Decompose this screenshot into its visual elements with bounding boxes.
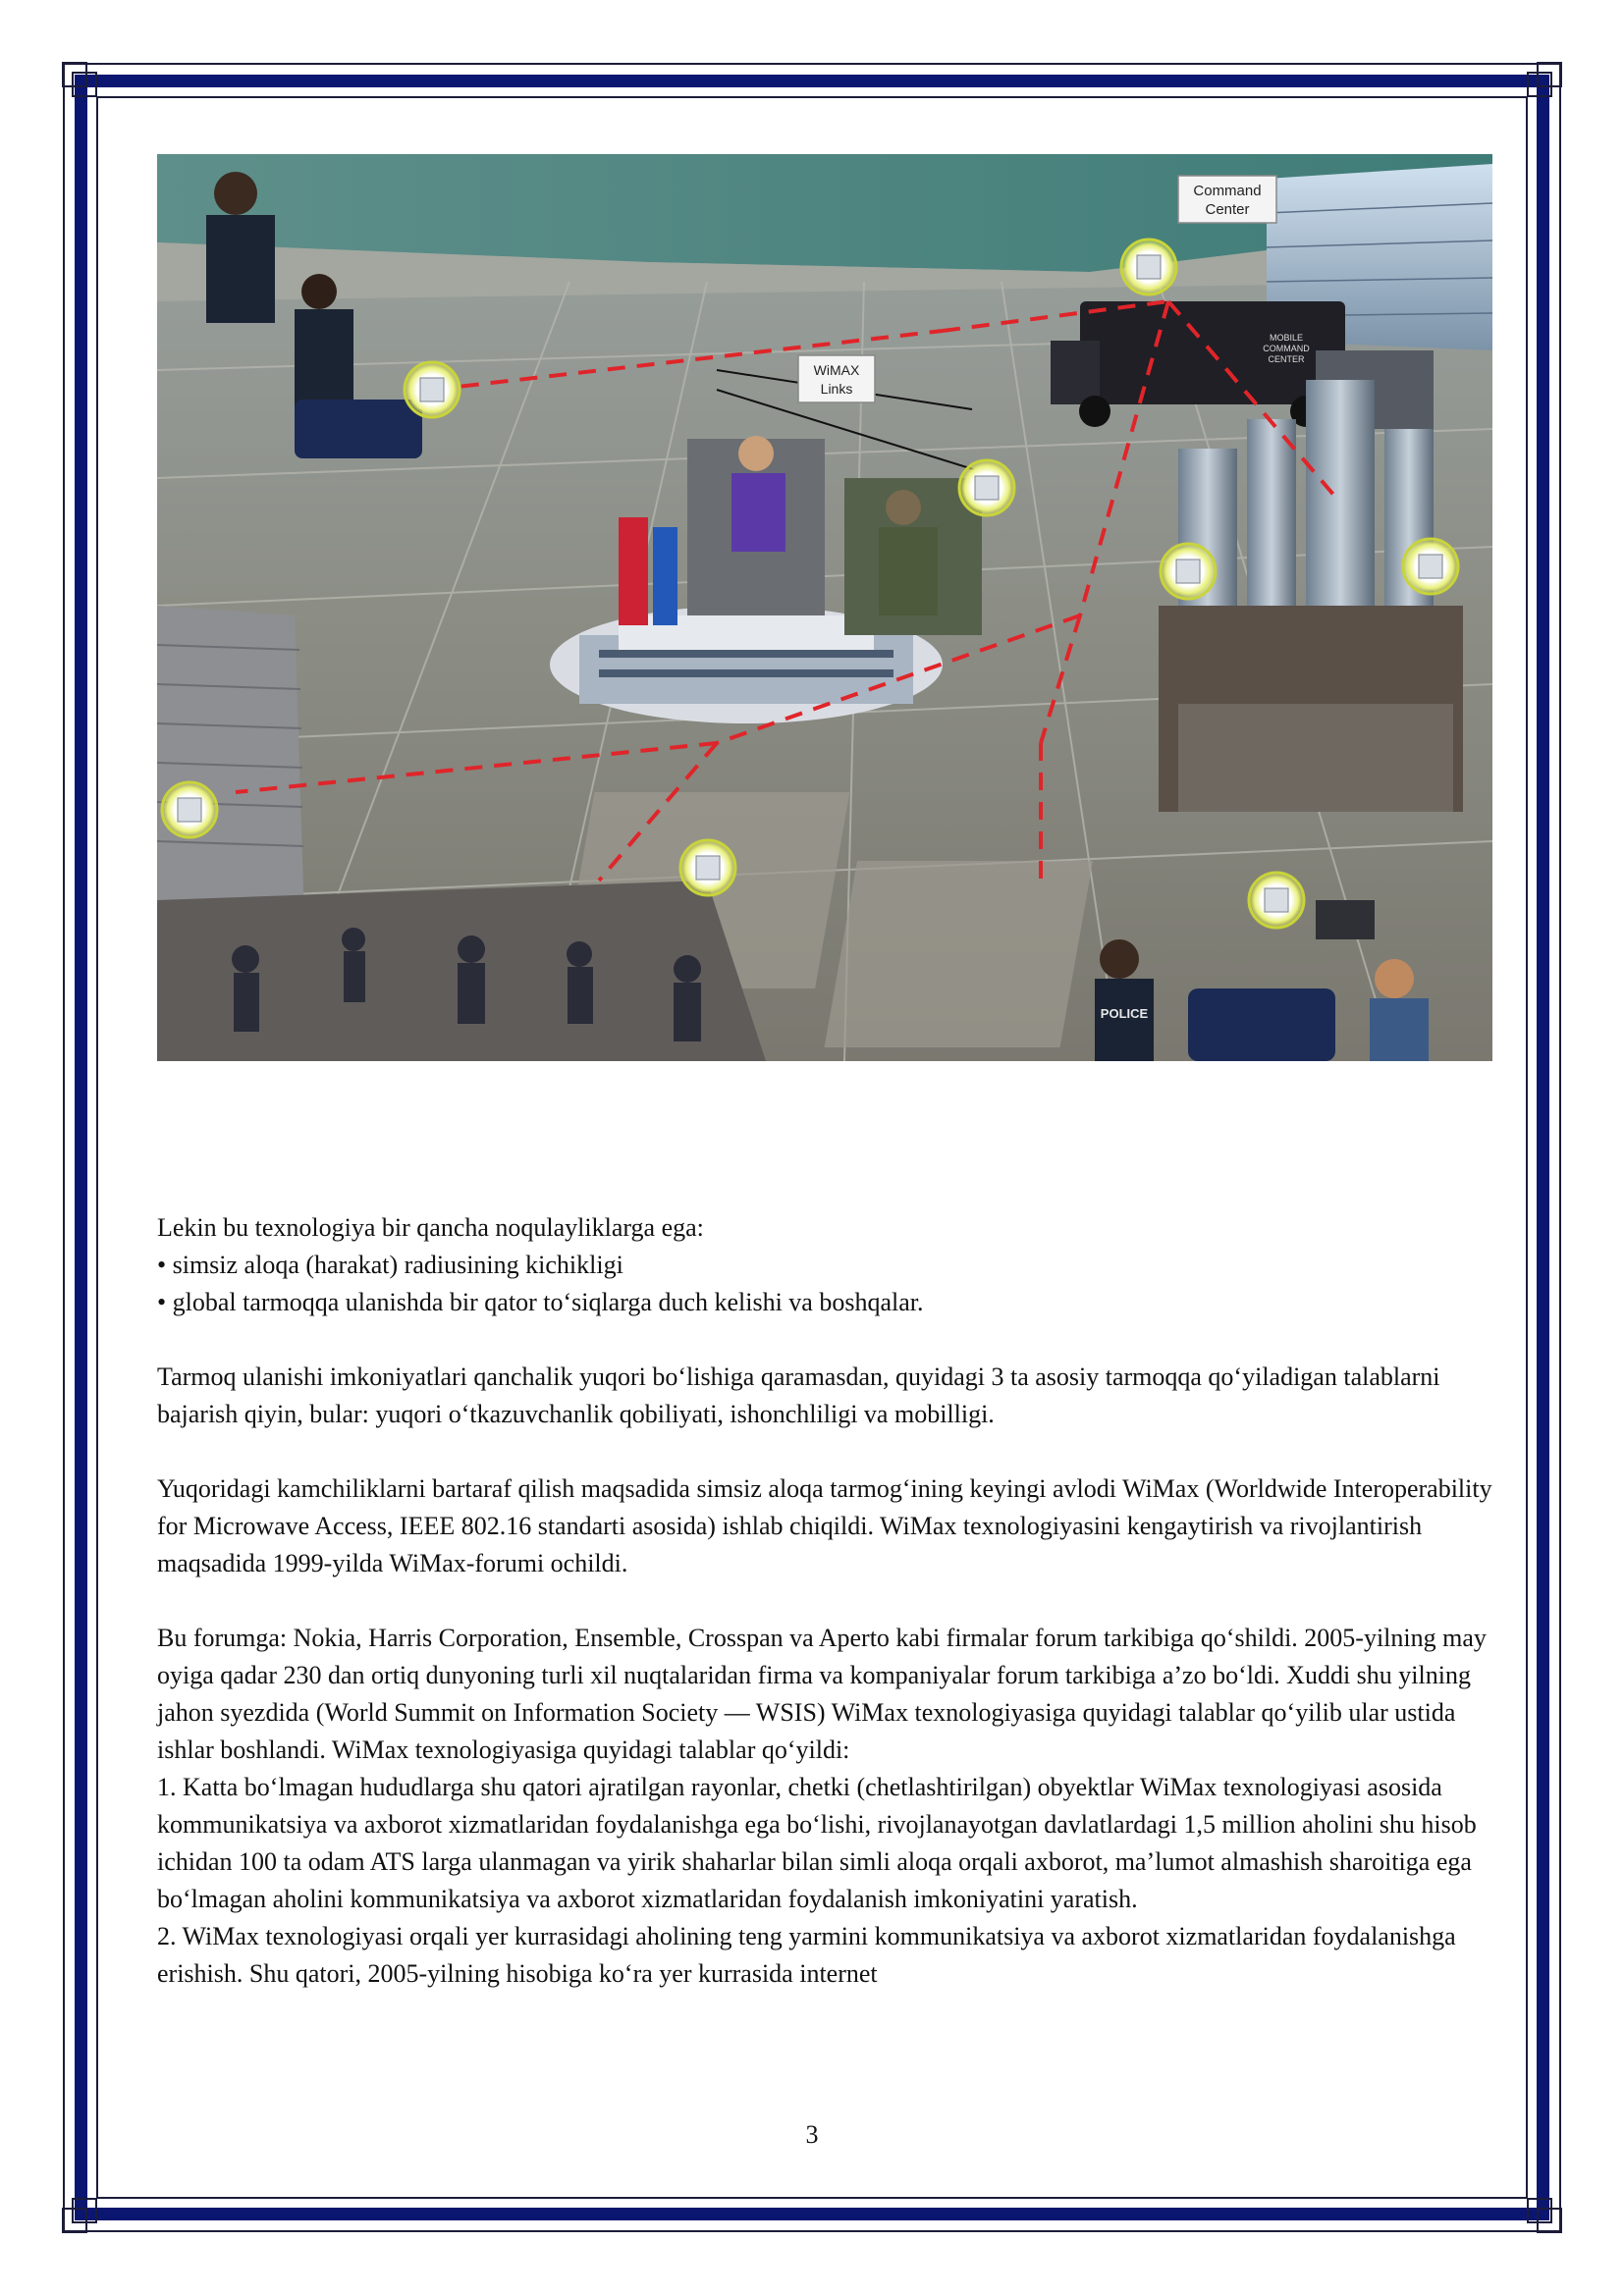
wimax-node-3 <box>959 460 1014 515</box>
document-body <box>157 1209 1516 1993</box>
page-number: 3 <box>805 2120 819 2149</box>
corner-ornament-top-right <box>1524 61 1563 100</box>
wimax-network-illustration <box>157 154 1492 1061</box>
wimax-node-2 <box>1121 240 1176 294</box>
command-center-callout <box>1178 176 1276 223</box>
callout-wimax-line2: Links <box>820 381 853 397</box>
wimax-node-6 <box>162 782 217 837</box>
paragraph-forum: Bu forumga: Nokia, Harris Corporation, Ensemble, Crosspan va Aperto kabi firmalar forum tarkibiga qo‘shildi. 2005-yilning may oyiga qadar 230 dan ortiq dunyoning turli xil nuqtalaridan firma va kompaniyalar forum tarkibiga a’zo bo‘ldi. Xuddi shu yilning jahon syezdida (World Summit on Information Society — WSIS) WiMax texnologiyasiga quyidagi talablar qo‘yilib ular ustida ishlar boshlandi. WiMax texnologiyasiga quyidagi talablar qo‘yildi: <box>157 1624 1487 1764</box>
wimax-node-7 <box>680 840 735 895</box>
police-vest-label: POLICE <box>1100 1006 1149 1021</box>
list-item-2: 2. WiMax texnologiyasi orqali yer kurrasidagi aholining teng yarmini kommunikatsiya va axborot xizmatlaridan foydalanishga erishish. Shu qatori, 2005-yilning hisobiga ko‘ra yer kurrasida internet <box>157 1922 1456 1988</box>
corner-ornament-top-left <box>61 61 100 100</box>
truck-label-line3: CENTER <box>1268 354 1305 364</box>
list-item-1: 1. Katta bo‘lmagan hududlarga shu qatori ajratilgan rayonlar, chetki (chetlashtirilgan) obyektlar WiMax texnologiyasi asosida kommunikatsiya va axborot xizmatlaridan foydalanishga ega bo‘lishi, rivojlanayotgan davlatlardagi 1,5 million aholini shu hisob ichidan 100 ta odam ATS larga ulanmagan va yirik shaharlar bilan simli aloqa orqali axborot, ma’lumot almashish sharoitiga ega bo‘lmagan aholini kommunikatsiya va axborot xizmatlaridan foydalanish imkoniyatini yaratish. <box>157 1773 1477 1913</box>
callout-command-line1: Command <box>1193 183 1262 199</box>
bullet-item-2: • global tarmoqqa ulanishda bir qator to‘siqlarga duch kelishi va boshqalar. <box>157 1288 924 1316</box>
wimax-node-8 <box>1249 873 1304 928</box>
truck-label-line1: MOBILE <box>1269 333 1304 343</box>
wimax-node-1 <box>405 362 460 417</box>
truck-label-line2: COMMAND <box>1263 344 1310 353</box>
wimax-node-4 <box>1161 544 1216 599</box>
wimax-links-callout <box>798 355 875 402</box>
bullet-item-1: • simsiz aloqa (harakat) radiusining kichikligi <box>157 1251 623 1279</box>
callout-wimax-line1: WiMAX <box>813 362 860 378</box>
intro-line: Lekin bu texnologiya bir qancha noqulayliklarga ega: <box>157 1213 704 1242</box>
corner-ornament-bottom-right <box>1524 2195 1563 2234</box>
wimax-node-5 <box>1403 539 1458 594</box>
corner-ornament-bottom-left <box>61 2195 100 2234</box>
paragraph-requirements: Tarmoq ulanishi imkoniyatlari qanchalik yuqori bo‘lishiga qaramasdan, quyidagi 3 ta asosiy tarmoqqa qo‘yiladigan talablarni bajarish qiyin, bular: yuqori o‘tkazuvchanlik qobiliyati, ishonchliligi va mobilligi. <box>157 1362 1440 1428</box>
paragraph-wimax-origin: Yuqoridagi kamchiliklarni bartaraf qilish maqsadida simsiz aloqa tarmog‘ining keyingi avlodi WiMax (Worldwide Interoperability for Microwave Access, IEEE 802.16 standarti asosida) ishlab chiqildi. WiMax texnologiyasini kengaytirish va rivojlantirish maqsadida 1999-yilda WiMax-forumi ochildi. <box>157 1474 1492 1577</box>
callout-command-line2: Center <box>1205 201 1250 218</box>
